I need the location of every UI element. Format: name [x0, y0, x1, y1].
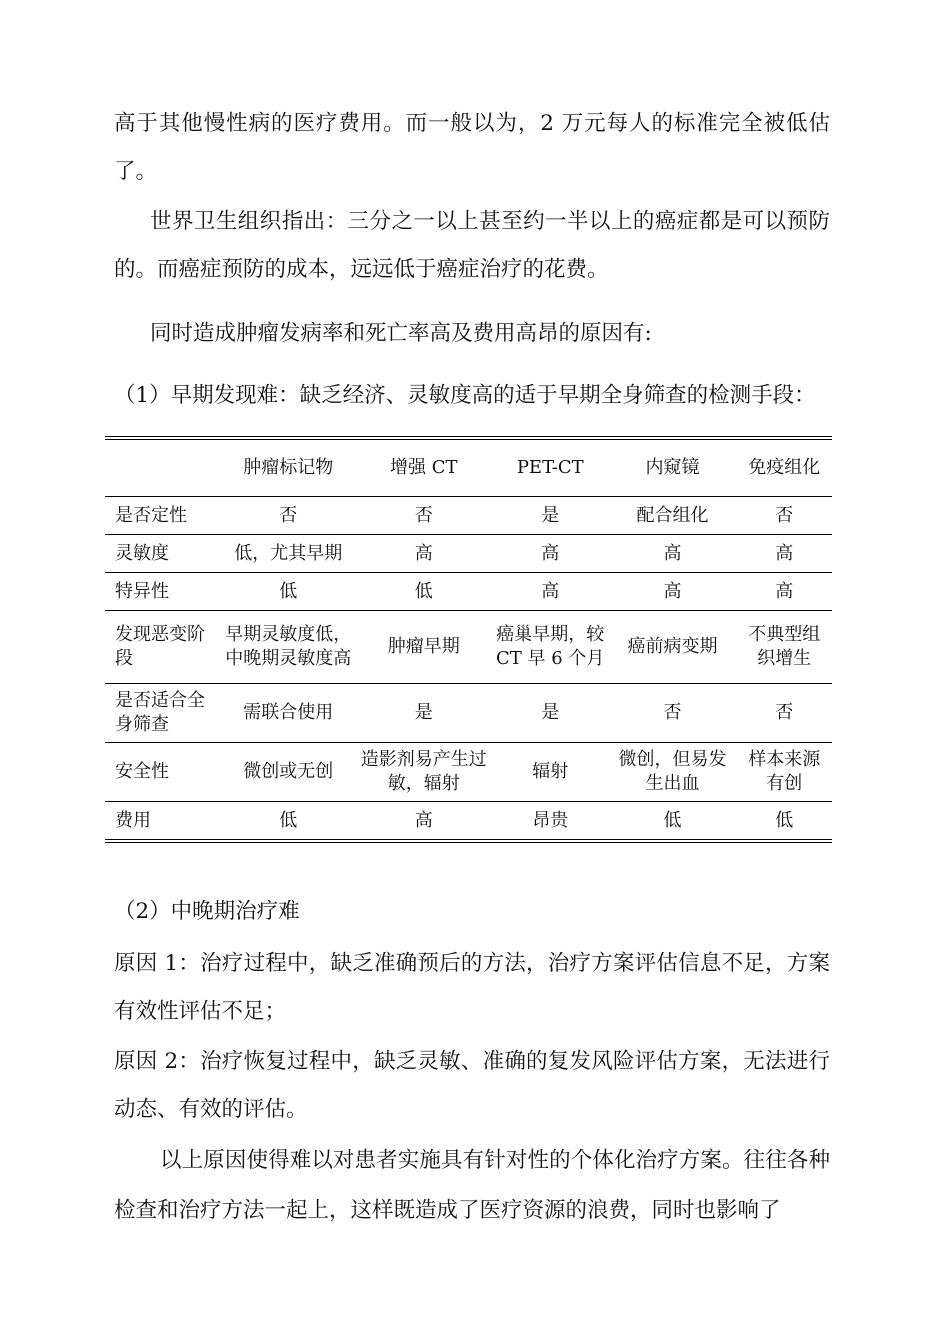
table-cell: 是 — [492, 497, 609, 535]
table-cell: 低 — [221, 573, 356, 611]
paragraph-cost: 高于其他慢性病的医疗费用。而一般以为，2 万元每人的标准完全被低估了。 — [114, 111, 830, 184]
paragraph-closing: 以上原因使得难以对患者实施具有针对性的个体化治疗方案。往往各种检查和治疗方法一起上，这样既造成了医疗资源的浪费，同时也影响了 — [114, 1148, 830, 1223]
table-header-cell — [105, 438, 221, 497]
paragraph-reason-1: 原因 1：治疗过程中，缺乏准确预后的方法，治疗方案评估信息不足，方案有效性评估不足； — [114, 951, 830, 1024]
table-header-cell: 增强 CT — [356, 438, 492, 497]
table-cell: 样本来源有创 — [737, 743, 832, 802]
table-cell: 高 — [737, 535, 832, 573]
table-cell: 肿瘤早期 — [356, 611, 492, 684]
table-cell: 否 — [737, 497, 832, 535]
table-cell: 高 — [492, 573, 609, 611]
table-cell: 低，尤其早期 — [221, 535, 356, 573]
table-cell: 造影剂易产生过敏，辐射 — [356, 743, 492, 802]
table-row-label: 费用 — [115, 809, 151, 831]
comparison-table-wrapper — [105, 436, 832, 843]
table-cell: 早期灵敏度低，中晚期灵敏度高 — [221, 611, 356, 684]
table-cell: 癌巢早期，较 CT 早 6 个月 — [492, 611, 609, 684]
table-cell: 否 — [737, 684, 832, 743]
table-row-label: 是否适合全身筛查 — [105, 684, 221, 743]
table-cell: 高 — [492, 535, 609, 573]
detection-methods-table — [105, 436, 832, 843]
table-row-label: 特异性 — [105, 573, 221, 611]
table-row — [105, 535, 832, 573]
table-cell: 低 — [663, 809, 682, 831]
table-cell: 不典型组织增生 — [737, 611, 832, 684]
table-cell: 否 — [609, 684, 737, 743]
table-cell: 是 — [356, 684, 492, 743]
table-row — [105, 573, 832, 611]
table-row-label: 安全性 — [105, 743, 221, 802]
paragraph-early-detection: （1）早期发现难：缺乏经济、灵敏度高的适于早期全身筛查的检测手段： — [114, 383, 816, 408]
table-cell: 高 — [609, 573, 737, 611]
table-cell: 否 — [221, 497, 356, 535]
table-header-cell: 内窥镜 — [609, 438, 737, 497]
table-cell: 高 — [737, 573, 832, 611]
table-header-cell: 免疫组化 — [737, 438, 832, 497]
table-header-cell: PET-CT — [492, 438, 609, 497]
table-row-label: 发现恶变阶段 — [105, 611, 221, 684]
table-cell: 高 — [356, 535, 492, 573]
table-cell: 高 — [414, 809, 433, 831]
table-cell: 辐射 — [492, 743, 609, 802]
table-cell: 否 — [356, 497, 492, 535]
table-cell: 癌前病变期 — [609, 611, 737, 684]
table-row — [105, 684, 832, 743]
table-header-row — [105, 438, 832, 497]
section-heading-late-treatment: （2）中晚期治疗难 — [114, 899, 300, 924]
table-cell: 昂贵 — [532, 809, 569, 831]
table-row — [105, 802, 832, 842]
table-cell: 低 — [279, 809, 298, 831]
paragraph-who: 世界卫生组织指出：三分之一以上甚至约一半以上的癌症都是可以预防的。而癌症预防的成本，远远低于癌症治疗的花费。 — [114, 209, 830, 282]
table-cell: 高 — [609, 535, 737, 573]
table-row-label: 灵敏度 — [105, 535, 221, 573]
table-cell: 低 — [775, 809, 794, 831]
table-row — [105, 743, 832, 802]
table-cell: 是 — [492, 684, 609, 743]
table-row — [105, 497, 832, 535]
table-cell: 需联合使用 — [221, 684, 356, 743]
table-cell: 微创，但易发生出血 — [609, 743, 737, 802]
paragraph-reasons-intro: 同时造成肿瘤发病率和死亡率高及费用高昂的原因有: — [150, 321, 652, 346]
table-header-cell: 肿瘤标记物 — [221, 438, 356, 497]
table-cell: 低 — [356, 573, 492, 611]
table-cell: 配合组化 — [609, 497, 737, 535]
paragraph-reason-2: 原因 2：治疗恢复过程中，缺乏灵敏、准确的复发风险评估方案，无法进行动态、有效的评估。 — [114, 1049, 830, 1122]
table-row — [105, 611, 832, 684]
table-row-label: 是否定性 — [105, 497, 221, 535]
table-cell: 微创或无创 — [221, 743, 356, 802]
